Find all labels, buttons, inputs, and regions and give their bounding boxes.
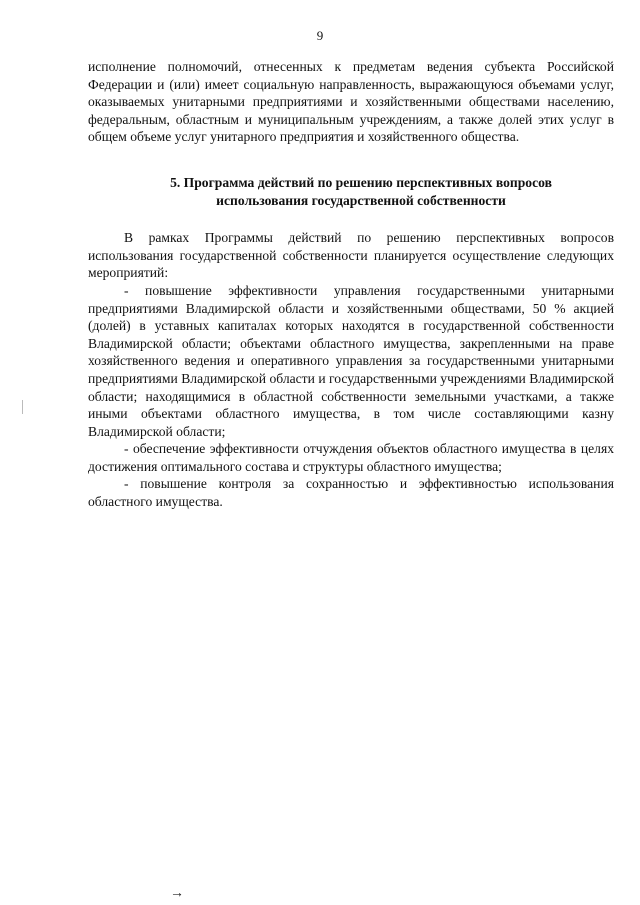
scan-margin-mark <box>22 400 23 414</box>
list-item: - повышение эффективности управления государственными унитарными предприятиями Владимирской области и хозяйственными обществами, 50 % акцией (долей) в уставных капиталах которых находятся в государственной собственности Владимирской области; объектами областного имущества, закрепленными на праве хозяйственного ведения и оперативного управления за государственными унитарными предприятиями Владимирской области и государственными учреждениями Владимирской области; находящимися в областной собственности земельными участками, а также иными объектами областного имущества, в том числе составляющими казну Владимирской области; <box>88 282 614 439</box>
section-intro-paragraph: В рамках Программы действий по решению перспективных вопросов использования государственной собственности планируется осуществление следующих мероприятий: <box>88 230 614 281</box>
continuation-paragraph: исполнение полномочий, отнесенных к предметам ведения субъекта Российской Федерации и (или) имеет социальную направленность, выражающуюся объемами услуг, оказываемых унитарными предприятиями и хозяйственными обществами населению, федеральным, областным и муниципальным учреждениям, а также долей этих услуг в общем объеме услуг унитарного предприятия и хозяйственного общества. <box>88 59 614 145</box>
page-number: 9 <box>316 28 324 43</box>
document-body <box>88 58 614 511</box>
section-heading-line2: использования государственной собственности <box>216 192 506 208</box>
section-heading <box>88 174 614 209</box>
list-item: - обеспечение эффективности отчуждения объектов областного имущества в целях достижения оптимального состава и структуры областного имущества; <box>88 441 614 474</box>
list-item: - повышение контроля за сохранностью и эффективностью использования областного имущества. <box>88 476 614 510</box>
section-heading-line1: 5. Программа действий по решению перспективных вопросов <box>170 174 552 190</box>
scan-arrow-mark: → <box>170 886 184 901</box>
